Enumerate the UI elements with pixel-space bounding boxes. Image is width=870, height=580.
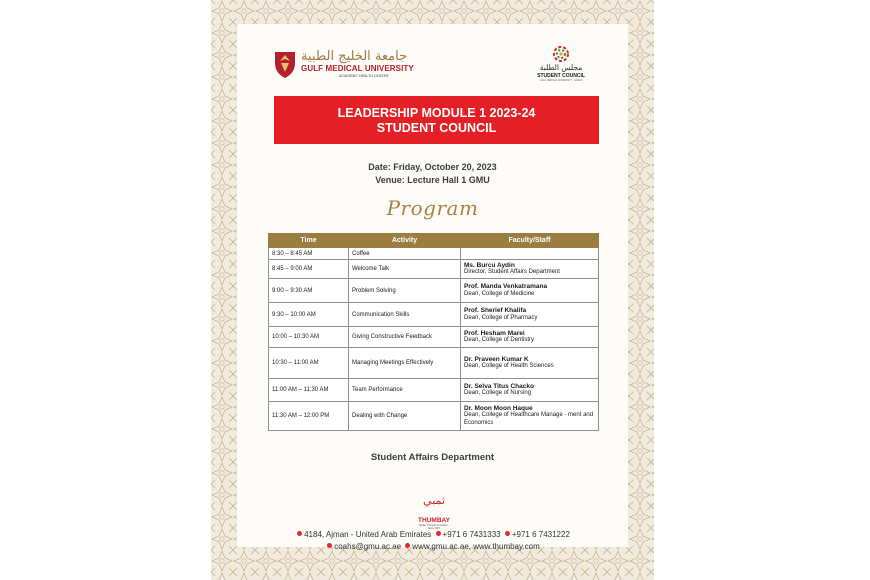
column-header-faculty: Faculty/Staff <box>461 234 599 248</box>
cell-time: 10:00 – 10:30 AM <box>269 327 349 348</box>
gmu-arabic-name: جامعة الخليج الطبية <box>301 49 408 64</box>
location-icon <box>297 531 302 536</box>
gmu-logo <box>273 49 433 83</box>
cell-faculty <box>461 348 599 379</box>
banner-title: LEADERSHIP MODULE 1 2023-24 <box>337 106 536 120</box>
gmu-subtitle: ACADEMIC HEALTH CENTER <box>339 74 389 78</box>
cell-time: 10:30 – 11:00 AM <box>269 348 349 379</box>
cell-activity: Team Performance <box>349 379 461 402</box>
faculty-role: Dean, College of Nursing <box>464 390 532 396</box>
gmu-shield-icon <box>273 49 297 79</box>
faculty-name: Prof. Sherief Khalifa <box>464 307 527 314</box>
faculty-role: Dean, College of Health Sciences <box>464 363 554 369</box>
cell-faculty <box>461 303 599 327</box>
thumbay-name: THUMBAY <box>418 517 450 524</box>
student-council-arabic: مجلس الطلبة <box>539 63 583 72</box>
cell-activity: Giving Constructive Feedback <box>349 327 461 348</box>
faculty-name: Ms. Burcu Aydin <box>464 261 515 269</box>
column-header-activity: Activity <box>349 234 461 248</box>
faculty-role: Dean, College of Dentistry <box>464 337 535 343</box>
email-link[interactable]: coahs@gmu.ac.ae <box>334 542 402 551</box>
faculty-role: Dean, College of Healthcare Manage - ment and Economics <box>464 412 594 426</box>
table-row <box>269 260 599 279</box>
thumbay-logo <box>417 494 451 530</box>
phone-icon <box>505 531 510 536</box>
student-council-emblem-icon <box>548 44 574 62</box>
faculty-role: Director, Student Affairs Department <box>464 269 560 275</box>
cell-activity: Coffee <box>349 248 461 260</box>
cell-activity: Problem Solving <box>349 279 461 303</box>
cell-activity: Welcome Talk <box>349 260 461 279</box>
cell-activity: Communication Skills <box>349 303 461 327</box>
cell-time: 8:45 – 9:00 AM <box>269 260 349 279</box>
cell-time: 11:30 AM – 12:00 PM <box>269 402 349 431</box>
thumbay-tagline: Quality Through Innovation · Since 1997 <box>418 524 450 530</box>
cell-time: 9:00 – 9:30 AM <box>269 279 349 303</box>
phone-secondary[interactable]: +971 6 7431222 <box>511 530 570 539</box>
table-row <box>269 248 599 260</box>
flyer-page <box>211 0 654 580</box>
student-council-name: STUDENT COUNCIL <box>537 73 585 79</box>
email-icon <box>327 543 332 548</box>
table-row <box>269 402 599 431</box>
column-header-time: Time <box>269 234 349 248</box>
program-heading: Program <box>386 196 479 220</box>
cell-activity: Managing Meetings Effectively <box>349 348 461 379</box>
table-row <box>269 303 599 327</box>
cell-time: 8:30 – 8:45 AM <box>269 248 349 260</box>
contact-line-1 <box>211 530 654 539</box>
student-council-subtitle: GULF MEDICAL UNIVERSITY · AJMAN <box>539 79 583 82</box>
faculty-name: Dr. Selva Titus Chacko <box>464 382 534 390</box>
cell-faculty <box>461 248 599 260</box>
event-venue: Venue: Lecture Hall 1 GMU <box>375 175 490 185</box>
faculty-role: Dean, College of Pharmacy <box>464 314 538 321</box>
cell-faculty <box>461 260 599 279</box>
address: 4184, Ajman - United Arab Emirates <box>304 530 432 539</box>
phone-icon <box>436 531 441 536</box>
cell-faculty <box>461 327 599 348</box>
table-row <box>269 279 599 303</box>
department-name: Student Affairs Department <box>370 452 495 463</box>
program-table <box>268 233 599 431</box>
cell-faculty <box>461 402 599 431</box>
faculty-name: Dr. Moon Moon Haque <box>464 404 533 412</box>
table-header-row <box>269 234 599 248</box>
cell-faculty <box>461 279 599 303</box>
table-row <box>269 348 599 379</box>
banner-subtitle: STUDENT COUNCIL <box>376 121 497 135</box>
title-banner <box>274 96 599 144</box>
cell-activity: Dealing with Change <box>349 402 461 431</box>
cell-time: 9:30 – 10:00 AM <box>269 303 349 327</box>
faculty-name: Prof. Hesham Marei <box>464 329 525 337</box>
cell-time: 11:00 AM – 11:30 AM <box>269 379 349 402</box>
cell-faculty <box>461 379 599 402</box>
phone-primary[interactable]: +971 6 7431333 <box>442 530 501 539</box>
table-row <box>269 379 599 402</box>
contact-line-2 <box>211 542 654 551</box>
event-date: Date: Friday, October 20, 2023 <box>368 162 497 172</box>
faculty-name: Dr. Praveen Kumar K <box>464 355 529 363</box>
website-links[interactable]: www.gmu.ac.ae, www.thumbay.com <box>412 542 540 551</box>
gmu-name: GULF MEDICAL UNIVERSITY <box>301 64 414 73</box>
thumbay-arabic: ثمبي <box>423 494 445 507</box>
student-council-logo <box>531 44 591 84</box>
faculty-name: Prof. Manda Venkatramana <box>464 283 548 290</box>
globe-icon <box>405 543 410 548</box>
faculty-role: Dean, College of Medicine <box>464 290 535 297</box>
table-row <box>269 327 599 348</box>
